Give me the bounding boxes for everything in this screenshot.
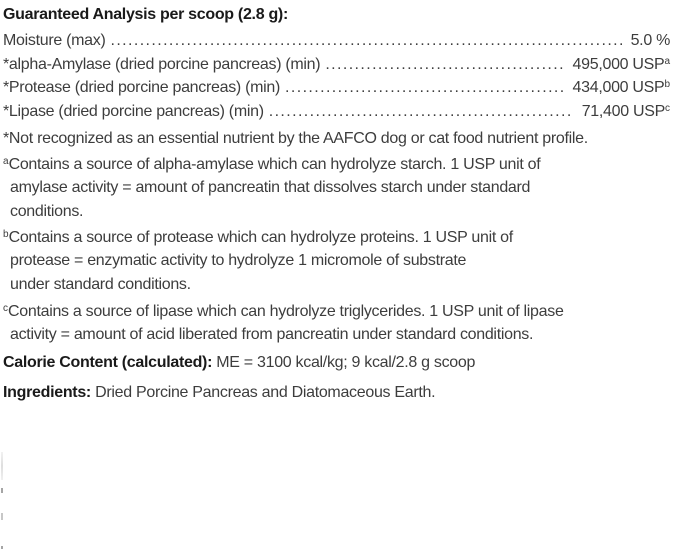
footnote-text: Contains a source of protease which can hydrolyze proteins. 1 USP unit of xyxy=(8,228,513,246)
analysis-row-moisture xyxy=(3,29,670,53)
footnote-line xyxy=(3,226,670,250)
footnote-line xyxy=(3,153,670,177)
analysis-value-text: 71,400 USP xyxy=(581,103,665,121)
dot-leader xyxy=(285,76,565,100)
footnote-line: activity = amount of acid liberated from pancreatin under standard conditions. xyxy=(10,326,534,344)
footnote-text: Contains a source of alpha-amylase which can hydrolyze starch. 1 USP unit of xyxy=(8,155,541,173)
ingredients-label: Ingredients: xyxy=(3,383,91,401)
analysis-row-value xyxy=(573,53,670,77)
calorie-content-value: ME = 3100 kcal/kg; 9 kcal/2.8 g scoop xyxy=(216,354,476,372)
analysis-row-amylase xyxy=(3,53,670,77)
calorie-content-label: Calorie Content (calculated): xyxy=(3,354,213,372)
dot-leader xyxy=(325,53,564,77)
analysis-row-value xyxy=(573,76,670,100)
footnote-marker-c: c xyxy=(3,302,8,314)
analysis-row-value xyxy=(631,29,670,53)
footnote-line: amylase activity = amount of pancreatin that dissolves starch under standard xyxy=(10,179,531,197)
analysis-value-text: 434,000 USP xyxy=(572,79,665,97)
footnote-line: protease = enzymatic activity to hydrolyze 1 micromole of substrate xyxy=(10,252,467,270)
ingredients xyxy=(3,381,670,405)
analysis-row-label: *Lipase (dried porcine pancreas) (min) xyxy=(3,103,264,121)
footnote-marker-a: a xyxy=(3,155,9,167)
dot-leader xyxy=(110,29,622,53)
footnote-ref-b: b xyxy=(664,79,670,91)
footnote-line: conditions. xyxy=(10,202,84,220)
scan-artifact-dot xyxy=(1,513,3,520)
guaranteed-analysis-title: Guaranteed Analysis per scoop (2.8 g): xyxy=(3,6,288,23)
analysis-value-text: 495,000 USP xyxy=(572,55,665,73)
ingredients-value: Dried Porcine Pancreas and Diatomaceous Earth. xyxy=(95,383,436,401)
scan-artifact-dot xyxy=(1,488,3,493)
analysis-row-protease xyxy=(3,76,670,100)
footnote-ref-c: c xyxy=(665,103,670,115)
footnote-a xyxy=(3,153,670,224)
aafco-note: *Not recognized as an essential nutrient by the AAFCO dog or cat food nutrient profile. xyxy=(3,129,588,147)
analysis-row-label: *Protease (dried porcine pancreas) (min) xyxy=(3,79,281,97)
footnote-text: Contains a source of lipase which can hydrolyze triglycerides. 1 USP unit of lipase xyxy=(8,302,564,320)
footnote-ref-a: a xyxy=(664,55,670,67)
footnote-b xyxy=(3,226,670,297)
analysis-row-label: *alpha-Amylase (dried porcine pancreas) (min) xyxy=(3,55,321,73)
scan-artifact-line xyxy=(1,452,3,480)
analysis-row-value xyxy=(582,100,670,124)
analysis-value-text: 5.0 % xyxy=(630,32,670,49)
analysis-row-label: Moisture (max) xyxy=(3,32,106,49)
scan-artifact-dot xyxy=(1,546,3,549)
dot-leader xyxy=(269,100,574,124)
analysis-row-lipase xyxy=(3,100,670,124)
footnote-marker-b: b xyxy=(3,228,9,240)
footnote-c xyxy=(3,300,670,347)
calorie-content xyxy=(3,351,670,375)
footnote-line: under standard conditions. xyxy=(10,276,191,294)
footnote-line xyxy=(3,300,670,324)
